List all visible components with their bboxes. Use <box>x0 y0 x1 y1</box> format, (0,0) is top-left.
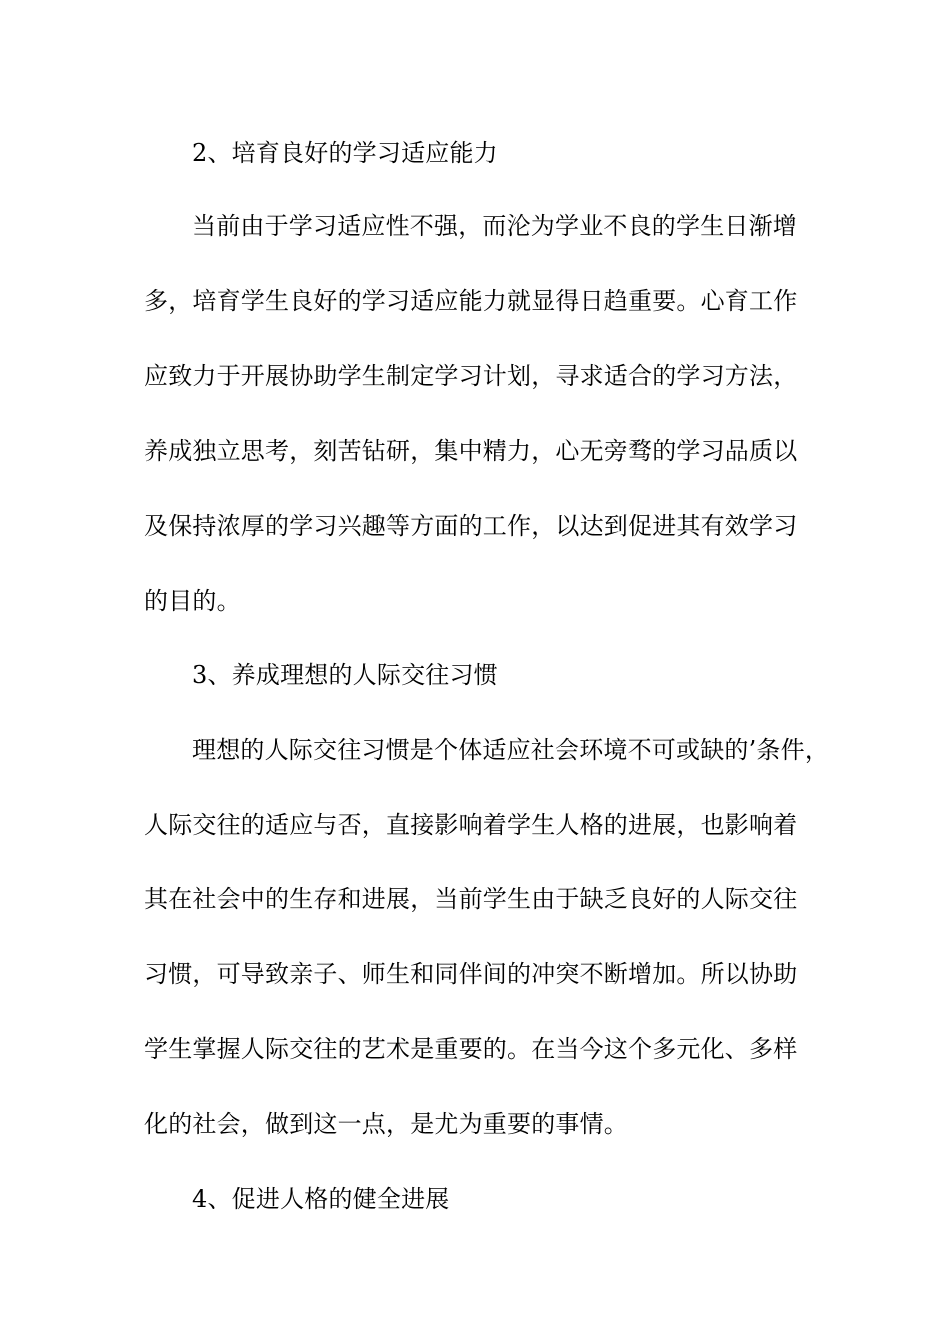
section-3-paragraph-line-1: 理想的人际交往习惯是个体适应社会环境不可或缺的’条件， <box>192 736 830 764</box>
section-2-paragraph-line-3: 应致力于开展协助学生制定学习计划，寻求适合的学习方法， <box>144 362 798 390</box>
section-3-paragraph-line-6: 化的社会，做到这一点，是尤为重要的事情。 <box>144 1110 628 1138</box>
section-3-paragraph-line-5: 学生掌握人际交往的艺术是重要的。在当今这个多元化、多样 <box>144 1035 798 1063</box>
section-3-paragraph-line-3: 其在社会中的生存和进展，当前学生由于缺乏良好的人际交往 <box>144 885 798 913</box>
section-2-paragraph-line-6: 的目的。 <box>144 587 241 615</box>
section-3-paragraph-line-2: 人际交往的适应与否，直接影响着学生人格的进展，也影响着 <box>144 811 798 839</box>
section-2-paragraph-line-4: 养成独立思考，刻苦钻研，集中精力，心无旁骛的学习品质以 <box>144 437 798 465</box>
section-3-heading: 3、养成理想的人际交往习惯 <box>192 661 498 689</box>
section-2-paragraph-line-1: 当前由于学习适应性不强，而沦为学业不良的学生日渐增 <box>192 212 797 240</box>
section-2-heading: 2、培育良好的学习适应能力 <box>192 139 498 167</box>
section-4-heading: 4、促进人格的健全进展 <box>192 1185 450 1213</box>
section-2-paragraph-line-2: 多，培育学生良好的学习适应能力就显得日趋重要。心育工作 <box>144 287 798 315</box>
section-2-paragraph-line-5: 及保持浓厚的学习兴趣等方面的工作，以达到促进其有效学习 <box>144 512 798 540</box>
section-3-paragraph-line-4: 习惯，可导致亲子、师生和同伴间的冲突不断增加。所以协助 <box>144 960 798 988</box>
